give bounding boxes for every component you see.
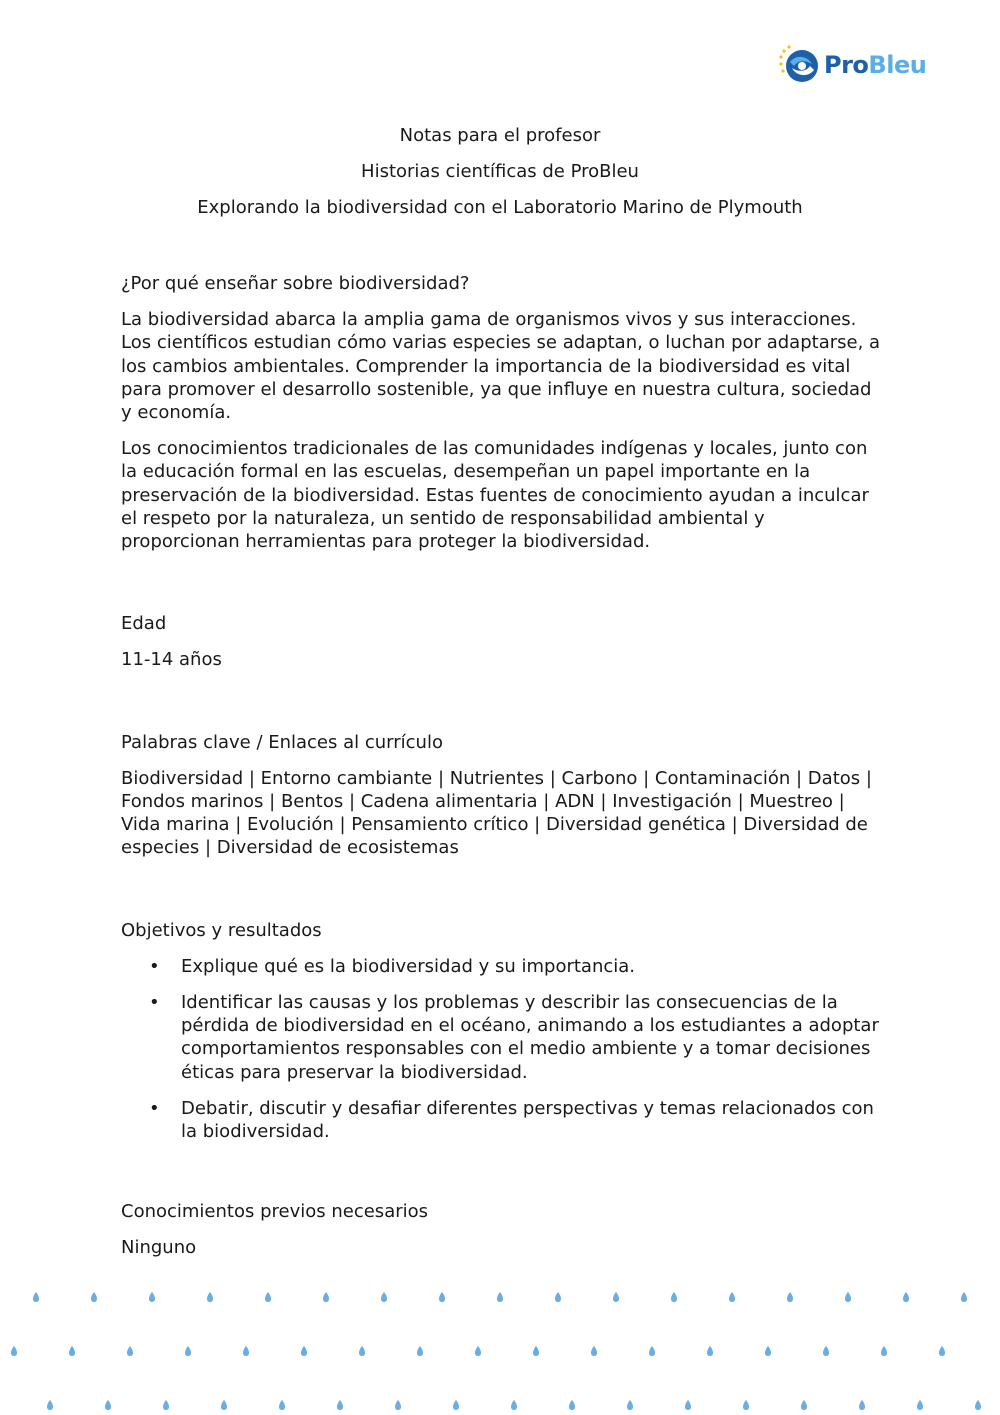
objectives-list <box>121 955 881 1143</box>
spacer <box>121 685 881 731</box>
water-drop-icon <box>823 1346 829 1356</box>
objective-text: Identificar las causas y los problemas y describir las consecuencias de la pérdida de biodiversidad en el océano, animando a los estudiantes a adoptar comportamientos responsables con el medio ambiente y a tomar decisiones éticas para preservar la biodiversidad. <box>181 992 879 1083</box>
document-body <box>121 272 881 1273</box>
water-drop-icon <box>69 1346 75 1356</box>
water-drop-icon <box>11 1346 17 1356</box>
objective-text: Debatir, discutir y desafiar diferentes perspectivas y temas relacionados con la biodiversidad. <box>181 1097 874 1143</box>
water-drop-icon <box>33 1292 39 1302</box>
water-drop-icon <box>337 1400 343 1410</box>
logo-wordmark <box>824 51 926 79</box>
keywords-heading: Palabras clave / Enlaces al currículo <box>121 731 443 753</box>
title-line-1: Notas para el profesor <box>399 125 601 146</box>
water-drop-icon <box>613 1292 619 1302</box>
age-value: 11-14 años <box>121 649 222 671</box>
water-drop-icon <box>569 1400 575 1410</box>
why-paragraph-1: La biodiversidad abarca la amplia gama de organismos vivos y sus interacciones. Los científicos estudian cómo varias especies se adaptan, o luchan por adaptarse, a los cambios ambientales. Comprender la importancia de la biodiversidad es vital para promover el desarrollo sostenible, ya que influye en nuestra cultura, sociedad y economía. <box>121 309 881 424</box>
logo-text-bleu: Bleu <box>868 51 927 79</box>
water-drop-icon <box>359 1346 365 1356</box>
water-drop-icon <box>801 1400 807 1410</box>
water-drop-icon <box>381 1292 387 1302</box>
title-line-3: Explorando la biodiversidad con el Laboratorio Marino de Plymouth <box>197 197 803 218</box>
water-drop-pattern <box>0 1280 1000 1415</box>
water-drop-icon <box>881 1346 887 1356</box>
spacer <box>121 873 881 919</box>
water-drop-icon <box>743 1400 749 1410</box>
age-heading: Edad <box>121 613 167 635</box>
water-drop-icon <box>729 1292 735 1302</box>
list-item <box>121 1097 881 1143</box>
water-drop-icon <box>787 1292 793 1302</box>
prior-knowledge-heading: Conocimientos previos necesarios <box>121 1201 429 1223</box>
water-drop-icon <box>127 1346 133 1356</box>
water-drop-icon <box>417 1346 423 1356</box>
water-drop-icon <box>395 1400 401 1410</box>
why-heading: ¿Por qué enseñar sobre biodiversidad? <box>121 273 470 294</box>
water-drop-icon <box>555 1292 561 1302</box>
why-paragraph-2: Los conocimientos tradicionales de las comunidades indígenas y locales, junto con la educación formal en las escuelas, desempeñan un papel importante en la preservación de la biodiversidad. Estas fuentes de conocimiento ayudan a inculcar el respeto por la naturaleza, un sentido de responsabilidad ambiental y proporcionan herramientas para proteger la biodiversidad. <box>121 438 869 553</box>
water-drop-icon <box>859 1400 865 1410</box>
water-drop-icon <box>961 1292 967 1302</box>
water-drop-icon <box>279 1400 285 1410</box>
water-drop-icon <box>707 1346 713 1356</box>
water-drop-icon <box>903 1292 909 1302</box>
water-drop-icon <box>917 1400 923 1410</box>
water-drop-icon <box>685 1400 691 1410</box>
water-drop-icon <box>265 1292 271 1302</box>
title-line-2: Historias científicas de ProBleu <box>361 161 639 182</box>
water-drop-icon <box>221 1400 227 1410</box>
water-drop-icon <box>591 1346 597 1356</box>
probleu-logo <box>778 42 928 88</box>
spacer <box>121 566 881 612</box>
water-drop-icon <box>439 1292 445 1302</box>
water-drop-icon <box>975 1400 981 1410</box>
list-item <box>121 991 881 1084</box>
water-drop-icon <box>627 1400 633 1410</box>
probleu-logo-icon <box>778 44 820 86</box>
objective-text: Explique qué es la biodiversidad y su importancia. <box>181 955 636 977</box>
water-drop-icon <box>301 1346 307 1356</box>
water-drop-icon <box>149 1292 155 1302</box>
water-drop-icon <box>243 1346 249 1356</box>
spacer <box>121 1156 881 1200</box>
water-drop-icon <box>497 1292 503 1302</box>
logo-text-pro: Pro <box>824 51 869 79</box>
water-drop-icon <box>671 1292 677 1302</box>
water-drop-icon <box>475 1346 481 1356</box>
keywords-text: Biodiversidad | Entorno cambiante | Nutrientes | Carbono | Contaminación | Datos | Fondos marinos | Bentos | Cadena alimentaria | ADN | Investigación | Muestreo | Vida marina | Evolución | Pensamiento crítico | Diversidad genética | Diversidad de especies | Diversidad de ecosistemas <box>121 767 872 859</box>
bullet-icon: • <box>149 992 160 1014</box>
document-title-block <box>0 118 1000 226</box>
water-drop-icon <box>765 1346 771 1356</box>
water-drop-icon <box>163 1400 169 1410</box>
water-drop-icon <box>185 1346 191 1356</box>
water-drop-icon <box>511 1400 517 1410</box>
water-drop-icon <box>323 1292 329 1302</box>
water-drop-icon <box>105 1400 111 1410</box>
water-drop-icon <box>649 1346 655 1356</box>
objectives-heading: Objetivos y resultados <box>121 919 322 941</box>
water-drop-icon <box>939 1346 945 1356</box>
water-drop-icon <box>533 1346 539 1356</box>
list-item <box>121 955 881 978</box>
water-drop-icon <box>845 1292 851 1302</box>
water-drop-icon <box>47 1400 53 1410</box>
water-drop-icon <box>453 1400 459 1410</box>
bullet-icon: • <box>149 955 160 977</box>
prior-knowledge-value: Ninguno <box>121 1237 197 1259</box>
water-drop-icon <box>91 1292 97 1302</box>
water-drop-icon <box>207 1292 213 1302</box>
bullet-icon: • <box>149 1097 160 1119</box>
